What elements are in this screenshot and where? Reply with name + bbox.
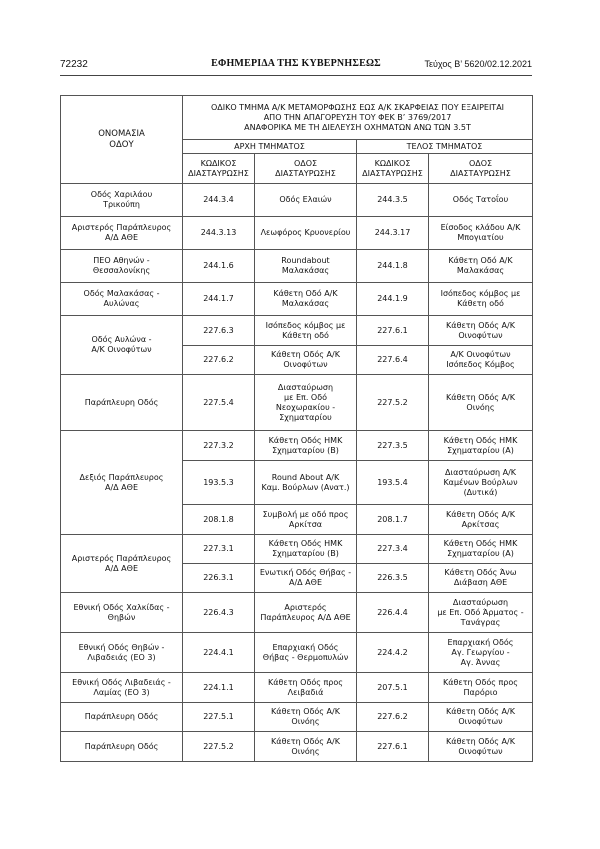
end-code-cell: 227.3.5 [357,431,429,461]
end-code-header: ΚΩΔΙΚΟΣ ΔΙΑΣΤΑΥΡΩΣΗΣ [357,154,429,184]
start-code-cell: 227.3.1 [183,535,255,564]
start-road-cell: Round About Α/Κ Καμ. Βούρλων (Ανατ.) [255,461,357,505]
street-name-cell: Εθνική Οδός Χαλκίδας - Θηβών [61,593,183,633]
table-row [61,673,533,703]
end-road-cell: Κάθετη Οδός Α/Κ Οινοφύτων [429,316,533,346]
end-code-cell: 227.6.1 [357,316,429,346]
end-section-header: ΤΕΛΟΣ ΤΜΗΜΑΤΟΣ [357,140,533,154]
street-name-cell: Οδός Μαλακάσας - Αυλώνας [61,283,183,316]
table-body [61,184,533,762]
start-road-cell: Κάθετη Οδός προς Λειβαδιά [255,673,357,703]
page-number: 72232 [60,59,88,70]
table-row [61,184,533,217]
street-name-cell: ΠΕΟ Αθηνών - Θεσσαλονίκης [61,250,183,283]
street-name-header: ΟΝΟΜΑΣΙΑ ΟΔΟΥ [61,96,183,184]
table-row [61,732,533,762]
start-road-cell: Ισόπεδος κόμβος με Κάθετη οδό [255,316,357,346]
end-code-cell: 227.6.1 [357,732,429,762]
street-name-cell: Δεξιός Παράπλευρος Α/Δ ΑΘΕ [61,431,183,535]
start-code-cell: 227.5.1 [183,703,255,732]
start-road-cell: Διασταύρωση με Επ. Οδό Νεοχωρακίου - Σχηματαρίου [255,375,357,431]
end-road-cell: Α/Κ Οινοφύτων Ισόπεδος Κόμβος [429,346,533,375]
street-name-cell: Οδός Χαριλάου Τρικούπη [61,184,183,217]
end-road-cell: Οδός Τατοΐου [429,184,533,217]
start-code-cell: 227.3.2 [183,431,255,461]
end-road-cell: Επαρχιακή Οδός Αγ. Γεωργίου - Αγ. Άννας [429,633,533,673]
start-code-cell: 226.3.1 [183,564,255,593]
start-road-cell: Ενωτική Οδός Θήβας - Α/Δ ΑΘΕ [255,564,357,593]
end-code-cell: 227.3.4 [357,535,429,564]
table-row [61,535,533,564]
end-code-cell: 207.5.1 [357,673,429,703]
end-code-cell: 227.5.2 [357,375,429,431]
table-row [61,375,533,431]
end-code-cell: 226.4.4 [357,593,429,633]
page-header [60,59,532,73]
end-road-cell: Κάθετη Οδός Α/Κ Οινοφύτων [429,732,533,762]
end-road-cell: Κάθετη Οδός Α/Κ Αρκίτσας [429,505,533,535]
end-code-cell: 244.1.8 [357,250,429,283]
start-code-cell: 244.1.7 [183,283,255,316]
start-road-cell: Κάθετη Οδός Α/Κ Οινοφύτων [255,346,357,375]
end-road-cell: Κάθετη Οδός προς Παρόριο [429,673,533,703]
start-code-cell: 208.1.8 [183,505,255,535]
end-code-cell: 193.5.4 [357,461,429,505]
end-code-cell: 244.3.5 [357,184,429,217]
start-road-cell: Συμβολή με οδό προς Αρκίτσα [255,505,357,535]
start-road-cell: Αριστερός Παράπλευρος Α/Δ ΑΘΕ [255,593,357,633]
start-road-cell: Κάθετη Οδός ΗΜΚ Σχηματαρίου (Β) [255,535,357,564]
issue-reference: Τεύχος Β’ 5620/02.12.2021 [424,59,532,69]
street-name-cell: Εθνική Οδός Θηβών - Λιβαδειάς (ΕΟ 3) [61,633,183,673]
start-code-cell: 227.6.2 [183,346,255,375]
start-road-cell: Roundabout Μαλακάσας [255,250,357,283]
start-road-cell: Κάθετη Οδός Α/Κ Οινόης [255,703,357,732]
gazette-title: ΕΦΗΜΕΡΙΔΑ ΤΗΣ ΚΥΒΕΡΝΗΣΕΩΣ [211,58,381,69]
table-row [61,250,533,283]
start-road-cell: Λεωφόρος Κρυονερίου [255,217,357,250]
start-code-cell: 244.3.13 [183,217,255,250]
street-name-cell: Εθνική Οδός Λιβαδειάς - Λαμίας (ΕΟ 3) [61,673,183,703]
end-code-cell: 224.4.2 [357,633,429,673]
start-code-cell: 244.3.4 [183,184,255,217]
start-code-cell: 193.5.3 [183,461,255,505]
start-road-cell: Κάθετη Οδός Α/Κ Οινόης [255,732,357,762]
end-code-cell: 226.3.5 [357,564,429,593]
start-code-cell: 244.1.6 [183,250,255,283]
start-code-cell: 227.5.4 [183,375,255,431]
table-row [61,431,533,461]
start-road-cell: Οδός Ελαιών [255,184,357,217]
table-row [61,593,533,633]
table-row [61,316,533,346]
end-code-cell: 208.1.7 [357,505,429,535]
start-road-cell: Επαρχιακή Οδός Θήβας - Θερμοπυλών [255,633,357,673]
street-name-cell: Παράπλευρη Οδός [61,732,183,762]
start-section-header: ΑΡΧΗ ΤΜΗΜΑΤΟΣ [183,140,357,154]
end-road-cell: Κάθετη Οδός Άνω Διάβαση ΑΘΕ [429,564,533,593]
street-name-cell: Αριστερός Παράπλευρος Α/Δ ΑΘΕ [61,217,183,250]
street-name-cell: Παράπλευρη Οδός [61,375,183,431]
end-road-cell: Κάθετη Οδός ΗΜΚ Σχηματαρίου (Α) [429,431,533,461]
start-code-cell: 224.4.1 [183,633,255,673]
end-road-cell: Ισόπεδος κόμβος με Κάθετη οδό [429,283,533,316]
street-name-cell: Οδός Αυλώνα - Α/Κ Οινοφύτων [61,316,183,375]
street-name-cell: Παράπλευρη Οδός [61,703,183,732]
end-road-cell: Είσοδος κλάδου Α/Κ Μπογιατίου [429,217,533,250]
end-road-cell: Διασταύρωση με Επ. Οδό Άρματος - Τανάγρας [429,593,533,633]
start-code-cell: 226.4.3 [183,593,255,633]
end-road-cell: Κάθετη Οδός ΗΜΚ Σχηματαρίου (Α) [429,535,533,564]
end-code-cell: 244.1.9 [357,283,429,316]
start-code-cell: 227.6.3 [183,316,255,346]
main-header: ΟΔΙΚΟ ΤΜΗΜΑ Α/Κ ΜΕΤΑΜΟΡΦΩΣΗΣ ΕΩΣ Α/Κ ΣΚΑΡΦΕΙΑΣ ΠΟΥ ΕΞΑΙΡΕΙΤΑΙ ΑΠΟ ΤΗΝ ΑΠΑΓΟΡΕΥΣΗ ΤΟΥ ΦΕΚ Β’ 3769/2017 ΑΝΑΦΟΡΙΚΑ ΜΕ ΤΗ ΔΙΕΛΕΥΣΗ ΟΧΗΜΑΤΩΝ ΑΝΩ ΤΩΝ 3.5Τ [183,96,533,140]
start-code-cell: 224.1.1 [183,673,255,703]
end-road-cell: Κάθετη Οδός Α/Κ Οινόης [429,375,533,431]
end-code-cell: 227.6.2 [357,703,429,732]
table-row [61,633,533,673]
end-code-cell: 227.6.4 [357,346,429,375]
start-road-cell: Κάθετη Οδό Α/Κ Μαλακάσας [255,283,357,316]
road-exemption-table [60,95,533,762]
end-road-cell: Κάθετη Οδός Α/Κ Οινοφύτων [429,703,533,732]
end-road-cell: Διασταύρωση Α/Κ Καμένων Βούρλων (Δυτικά) [429,461,533,505]
street-name-cell: Αριστερός Παράπλευρος Α/Δ ΑΘΕ [61,535,183,593]
header-rule [60,75,532,76]
start-code-header: ΚΩΔΙΚΟΣ ΔΙΑΣΤΑΥΡΩΣΗΣ [183,154,255,184]
end-code-cell: 244.3.17 [357,217,429,250]
start-code-cell: 227.5.2 [183,732,255,762]
end-road-header: ΟΔΟΣ ΔΙΑΣΤΑΥΡΩΣΗΣ [429,154,533,184]
start-road-header: ΟΔΟΣ ΔΙΑΣΤΑΥΡΩΣΗΣ [255,154,357,184]
end-road-cell: Κάθετη Οδό Α/Κ Μαλακάσας [429,250,533,283]
table-row [61,217,533,250]
table-row [61,703,533,732]
table-row [61,283,533,316]
start-road-cell: Κάθετη Οδός ΗΜΚ Σχηματαρίου (Β) [255,431,357,461]
